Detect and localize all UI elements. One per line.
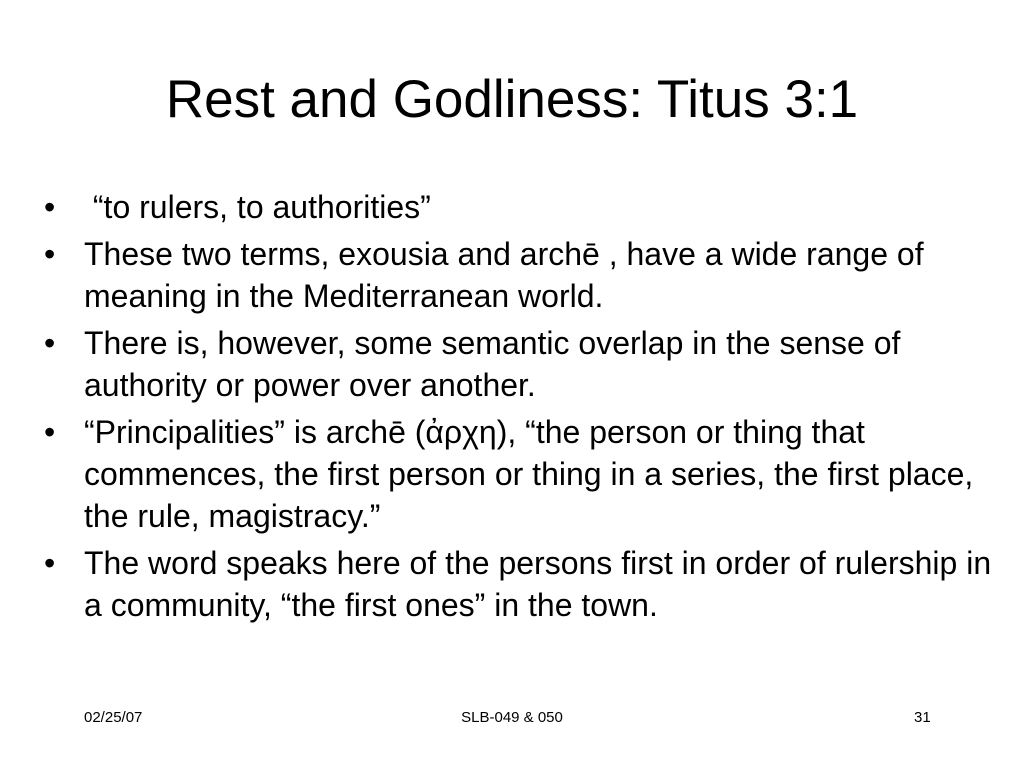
bullet-text: “Principalities” is archē (ἀρχη), “the person or thing that commences, the first person or thing in a series, the first place, the rule, magistracy.” [84,414,974,534]
bullet-text: “to rulers, to authorities” [84,189,431,225]
footer-date: 02/25/07 [84,709,143,726]
bullet-item [44,186,994,228]
bullet-item [44,322,994,406]
slide-title: Rest and Godliness: Titus 3:1 [165,70,859,129]
page-number: 31 [914,709,931,726]
bullet-item [44,542,994,626]
bullet-marker: • [44,236,56,272]
footer-center-text: SLB-049 & 050 [461,709,563,726]
bullet-marker: • [44,414,56,450]
bullet-item [44,411,994,537]
bullet-text: There is, however, some semantic overlap in the sense of authority or power over another. [84,325,901,403]
bullet-text: The word speaks here of the persons first in order of rulership in a community, “the first ones” in the town. [84,545,992,623]
bullet-list [44,186,994,631]
bullet-item [44,233,994,317]
bullet-marker: • [44,189,56,225]
bullet-marker: • [44,545,56,581]
bullet-marker: • [44,325,56,361]
bullet-text: These two terms, exousia and archē , have a wide range of meaning in the Mediterranean world. [84,236,924,314]
